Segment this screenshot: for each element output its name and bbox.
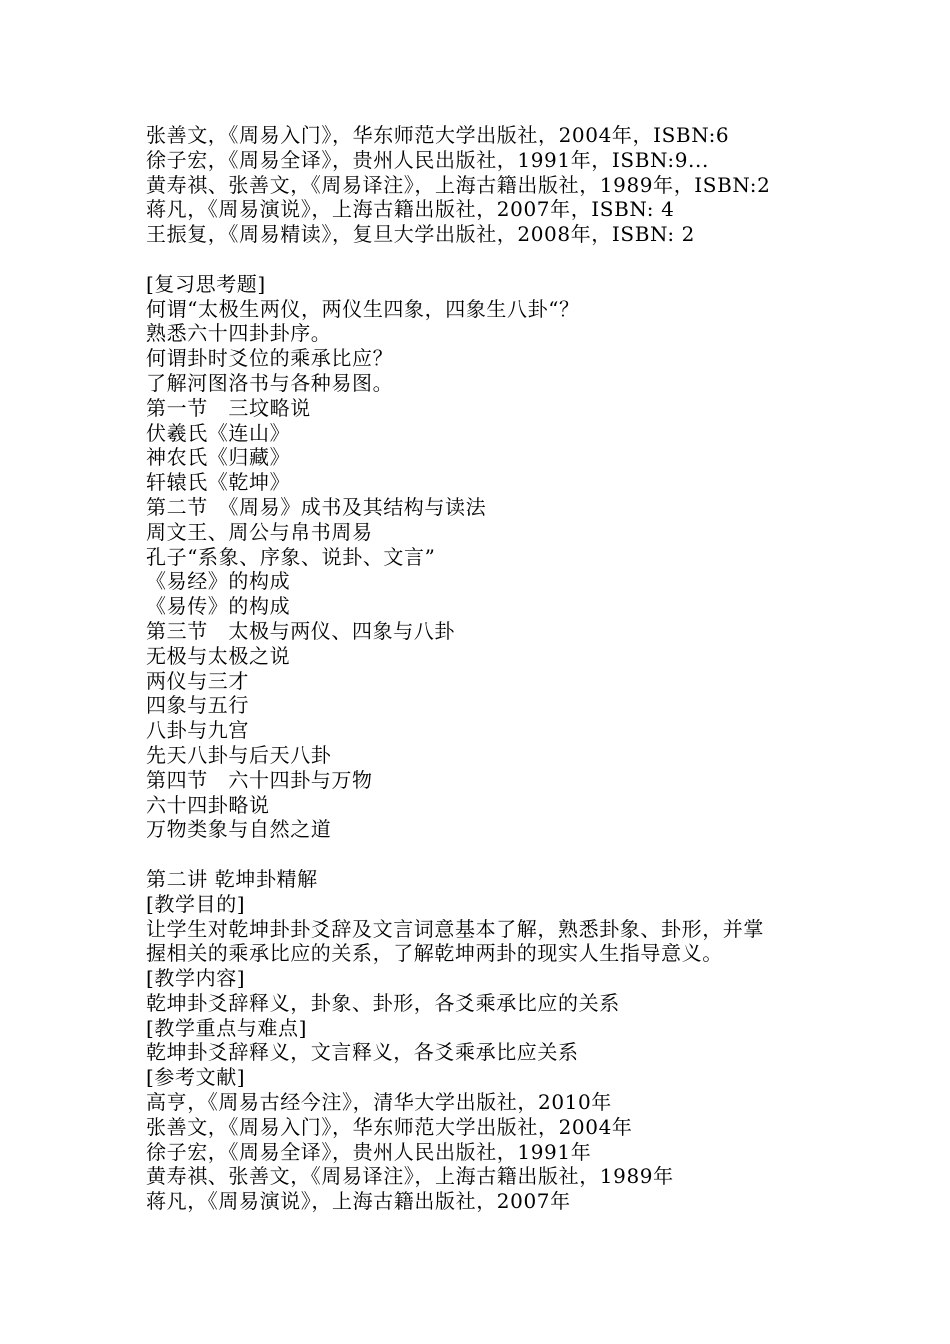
- lecture-section: [146, 867, 846, 1214]
- outline-item: 孔子“系象、序象、说卦、文言”: [146, 544, 436, 569]
- outline-item: 《易经》的构成: [146, 569, 291, 594]
- reference-item: 高亨，《周易古经今注》，清华大学出版社，2010年: [146, 1090, 612, 1115]
- review-question: 熟悉六十四卦卦序。: [146, 321, 332, 346]
- reference-item: 王振复，《周易精读》，复旦大学出版社，2008年，ISBN: 2: [146, 222, 696, 247]
- outline-item: 伏羲氏《连山》: [146, 420, 291, 445]
- spacer: [146, 247, 846, 272]
- content-text: 乾坤卦爻辞释义，卦象、卦形，各爻乘承比应的关系: [146, 990, 620, 1015]
- section-heading: 第四节 六十四卦与万物: [146, 767, 373, 792]
- outline-item: 无极与太极之说: [146, 643, 291, 668]
- outline-item: 轩辕氏《乾坤》: [146, 470, 291, 495]
- key-points-heading: [教学重点与难点]: [146, 1015, 308, 1040]
- review-heading: [复习思考题]: [146, 271, 266, 296]
- goal-heading: [教学目的]: [146, 891, 246, 916]
- reference-list-top: [146, 123, 846, 247]
- key-points-text: 乾坤卦爻辞释义，文言释义，各爻乘承比应关系: [146, 1040, 579, 1065]
- review-question: 何谓卦时爻位的乘承比应？: [146, 346, 394, 371]
- outline-item: 四象与五行: [146, 693, 249, 718]
- section-heading: 第一节 三坟略说: [146, 395, 311, 420]
- review-question: 了解河图洛书与各种易图。: [146, 370, 394, 395]
- outline-item: 周文王、周公与帛书周易: [146, 519, 373, 544]
- reference-item: 徐子宏，《周易全译》，贵州人民出版社，1991年: [146, 1139, 592, 1164]
- review-question-list: [146, 297, 846, 396]
- goal-text: 握相关的乘承比应的关系，了解乾坤两卦的现实人生指导意义。: [146, 941, 723, 966]
- outline-list: [146, 396, 846, 842]
- reference-item: 徐子宏，《周易全译》，贵州人民出版社，1991年，ISBN:9...: [146, 147, 709, 172]
- spacer: [146, 842, 846, 867]
- outline-item: 神农氏《归藏》: [146, 445, 291, 470]
- outline-item: 《易传》的构成: [146, 594, 291, 619]
- reference-list: [146, 1090, 846, 1214]
- outline-item: 先天八卦与后天八卦: [146, 742, 332, 767]
- reference-item: 张善文，《周易入门》，华东师范大学出版社，2004年，ISBN:6: [146, 123, 730, 147]
- document-body: [146, 123, 846, 1214]
- content-heading: [教学内容]: [146, 966, 246, 991]
- outline-item: 八卦与九宫: [146, 718, 249, 743]
- reference-item: 张善文，《周易入门》，华东师范大学出版社，2004年: [146, 1114, 633, 1139]
- outline-item: 六十四卦略说: [146, 792, 270, 817]
- section-heading: 第二节 《周易》成书及其结构与读法: [146, 494, 487, 519]
- references-heading: [参考文献]: [146, 1065, 246, 1090]
- reference-item: 黄寿祺、张善文，《周易译注》，上海古籍出版社，1989年，ISBN:2: [146, 172, 771, 197]
- section-heading: 第三节 太极与两仪、四象与八卦: [146, 618, 455, 643]
- reference-item: 蒋凡，《周易演说》，上海古籍出版社，2007年: [146, 1189, 571, 1214]
- review-question: 何谓“太极生两仪，两仪生四象，四象生八卦“？: [146, 296, 580, 321]
- outline-item: 万物类象与自然之道: [146, 817, 332, 842]
- reference-item: 黄寿祺、张善文，《周易译注》，上海古籍出版社，1989年: [146, 1164, 674, 1189]
- reference-item: 蒋凡，《周易演说》，上海古籍出版社，2007年，ISBN: 4: [146, 197, 675, 222]
- outline-item: 两仪与三才: [146, 668, 249, 693]
- lecture-title: 第二讲 乾坤卦精解: [146, 866, 318, 891]
- goal-text: 让学生对乾坤卦卦爻辞及文言词意基本了解，熟悉卦象、卦形，并掌: [146, 916, 764, 941]
